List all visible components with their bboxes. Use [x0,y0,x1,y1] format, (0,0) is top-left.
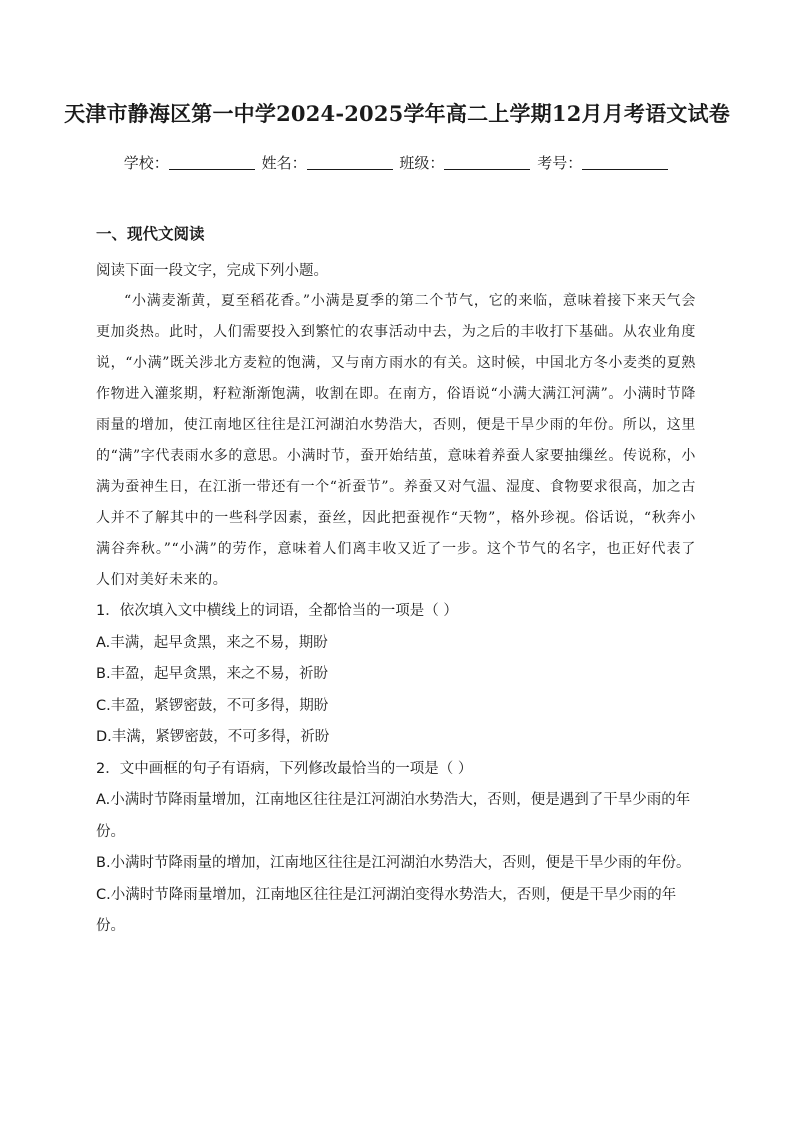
option-a: A.丰满，起早贪黑，来之不易，期盼 [96,634,328,651]
exam-number-label: 考号： [537,154,583,172]
school-blank [169,155,255,170]
option-a: A.小满时节降雨量增加，江南地区往往是江河湖泊水势浩大，否则，便是遇到了干旱少雨的年份。 [96,792,691,840]
exam-title: 天津市静海区第一中学2024-2025学年高二上学期12月月考语文试卷 [64,101,730,126]
option-c: C.小满时节降雨量增加，江南地区往往是江河湖泊变得水势浩大，否则，便是干旱少雨的年份。 [96,886,677,934]
instruction: 阅读下面一段文字，完成下列小题。 [96,263,328,279]
question-stem: 1．依次填入文中横线上的词语，全都恰当的一项是（ ） [96,603,458,619]
name-blank [307,155,393,170]
name-label: 姓名： [261,154,307,172]
content-body [96,256,696,943]
student-info-line [0,152,794,173]
class-blank [444,155,530,170]
question-2 [96,754,696,943]
option-d: D.丰满，紧锣密鼓，不可多得，祈盼 [96,729,330,745]
class-label: 班级： [399,154,445,172]
reading-passage: “小满麦渐黄，夏至稻花香。”小满是夏季的第二个节气，它的来临，意味着接下来天气会更加炎热。此时，人们需要投入到繁忙的农事活动中去，为之后的丰收打下基础。从农业角度说，“小满”既关涉北方麦粒的饱满，又与南方雨水的有关。这时候，中国北方冬小麦类的夏熟作物进入灌浆期，籽粒渐渐饱满，收割在即。在南方，俗语说“小满大满江河满”。小满时节降雨量的增加，使江南地区往往是江河湖泊水势浩大，否则，便是干旱少雨的年份。所以，这里的“满”字代表雨水多的意思。小满时节，蚕开始结茧，意味着养蚕人家要抽缫丝。传说称，小满为蚕神生日，在江浙一带还有一个“祈蚕节”。养蚕又对气温、湿度、食物要求很高，加之古人并不了解其中的一些科学因素，蚕丝，因此把蚕视作“天物”，格外珍视。俗话说，“秋奔小满谷奔秋。”“小满”的劳作，意味着人们离丰收又近了一步。这个节气的名字，也正好代表了人们对美好未来的。 [96,293,696,588]
question-stem: 2．文中画框的句子有语病，下列修改最恰当的一项是（ ） [96,760,473,777]
school-label: 学校： [123,154,169,172]
option-b: B.小满时节降雨量的增加，江南地区往往是江河湖泊水势浩大，否则，便是干旱少雨的年份。 [96,855,691,871]
exam-number-blank [582,155,668,170]
question-1 [96,596,696,754]
option-b: B.丰盈，起早贪黑，来之不易，祈盼 [96,666,329,682]
section-title: 一、现代文阅读 [96,225,205,243]
option-c: C.丰盈，紧锣密鼓，不可多得，期盼 [96,697,329,714]
